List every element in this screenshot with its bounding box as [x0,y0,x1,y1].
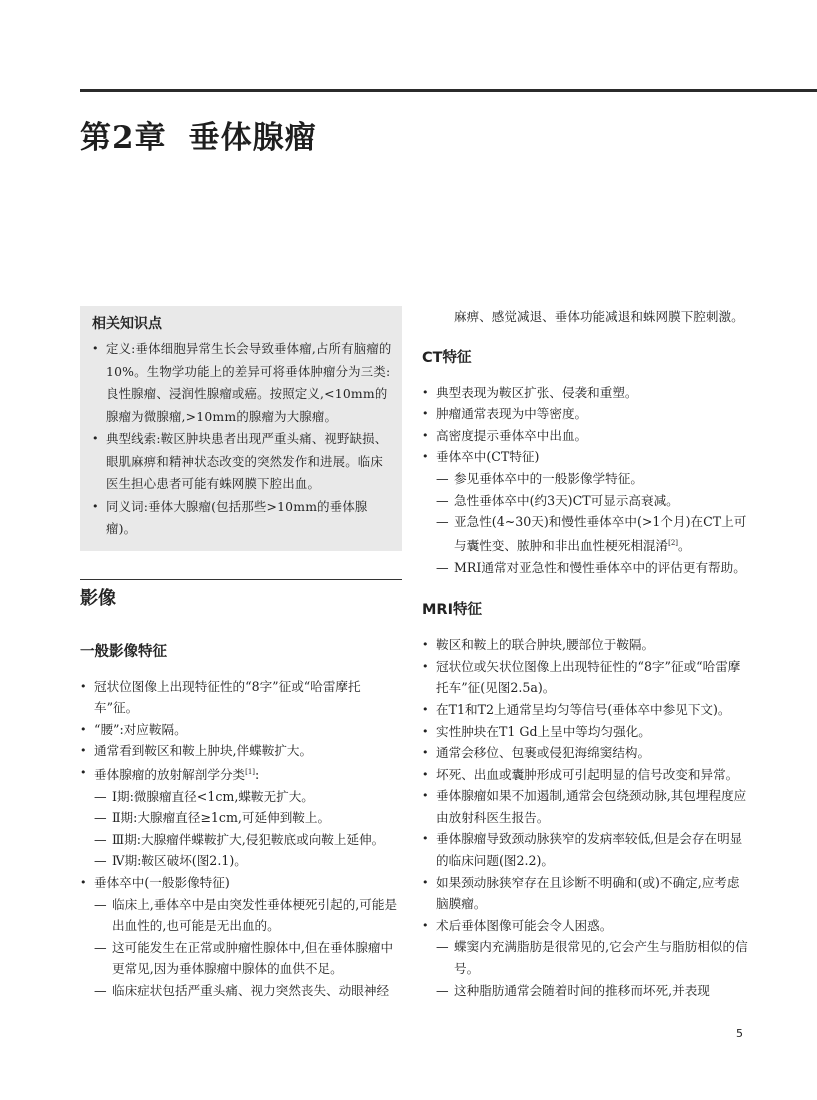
citation-ref: [2] [668,538,679,547]
list-item: • 肿瘤通常表现为中等密度。 [422,403,748,425]
subsection-title-mri: MRI特征 [422,602,482,619]
list-item: • 在T1和T2上通常呈均匀等信号(垂体卒中参见下文)。 [422,699,748,721]
list-item-stage: — Ⅲ期:大腺瘤伴蝶鞍扩大,侵犯鞍底或向鞍上延伸。 [80,829,402,851]
knowledge-box-title: 相关知识点 [92,316,162,332]
list-item: • 垂体腺瘤导致颈动脉狭窄的发病率较低,但是会存在明显的临床问题(图2.2)。 [422,828,748,871]
list-item-sub: — 临床上,垂体卒中是由突发性垂体梗死引起的,可能是出血性的,也可能是无出血的。 [80,894,402,937]
list-item: • 高密度提示垂体卒中出血。 [422,425,748,447]
subsection-title-ct: CT特征 [422,349,472,366]
list-item-sub: — MRI通常对亚急性和慢性垂体卒中的评估更有帮助。 [422,557,748,579]
list-item: • 冠状位图像上出现特征性的“8字”征或“哈雷摩托车”征。 [80,676,402,719]
ct-features-list [422,382,748,579]
list-item-sub: — 急性垂体卒中(约3天)CT可显示高衰减。 [422,490,748,512]
list-item-sub: — 蝶窦内充满脂肪是很常见的,它会产生与脂肪相似的信号。 [422,936,748,979]
list-item-sub: — 参见垂体卒中的一般影像学特征。 [422,468,748,490]
general-features-list [80,676,402,1002]
list-item: • 垂体卒中(一般影像特征) [80,872,402,894]
list-item: • 鞍区和鞍上的联合肿块,腰部位于鞍隔。 [422,634,748,656]
knowledge-list [92,338,392,541]
chapter-title [80,112,317,157]
top-rule [80,89,817,92]
list-item: • 垂体腺瘤如果不加遏制,通常会包绕颈动脉,其包埋程度应由放射科医生报告。 [422,785,748,828]
list-item: • 通常看到鞍区和鞍上肿块,伴蝶鞍扩大。 [80,740,402,762]
list-item-classification [80,762,402,786]
citation-ref: [1] [245,767,256,776]
section-rule [80,579,402,580]
list-item-stage: — Ⅰ期:微腺瘤直径<1cm,蝶鞍无扩大。 [80,786,402,808]
list-item: • 实性肿块在T1 Gd上呈中等均匀强化。 [422,721,748,743]
chapter-label: 第2章 [80,120,167,156]
knowledge-box [80,306,402,551]
mri-features-list [422,634,748,1001]
chapter-name: 垂体腺瘤 [188,120,317,156]
continuation-text: 麻痹、感觉减退、垂体功能减退和蛛网膜下腔刺激。 [454,309,744,324]
list-item: • 坏死、出血或囊肿形成可引起明显的信号改变和异常。 [422,764,748,786]
list-item: • 如果颈动脉狭窄存在且诊断不明确和(或)不确定,应考虑脑膜瘤。 [422,872,748,915]
list-item: • 术后垂体图像可能会令人困惑。 [422,915,748,937]
left-column [80,306,402,1002]
list-item-stage: — Ⅳ期:鞍区破坏(图2.1)。 [80,850,402,872]
right-column [422,306,748,1001]
list-item-stage: — Ⅱ期:大腺瘤直径≥1cm,可延伸到鞍上。 [80,807,402,829]
section-title-imaging: 影像 [80,587,116,609]
list-item: • 典型表现为鞍区扩张、侵袭和重塑。 [422,382,748,404]
list-item-sub: — 临床症状包括严重头痛、视力突然丧失、动眼神经 [80,980,402,1002]
page-number: 5 [736,1027,743,1040]
list-item: • 通常会移位、包裹或侵犯海绵窦结构。 [422,742,748,764]
classification-text: 垂体腺瘤的放射解剖学分类 [94,767,246,783]
knowledge-item-definition: • 定义:垂体细胞异常生长会导致垂体瘤,占所有脑瘤的10%。生物学功能上的差异可将垂体肿瘤分为三类:良性腺瘤、浸润性腺瘤或癌。按照定义,<10mm的腺瘤为微腺瘤,>10mm的腺瘤为大腺瘤。 [92,338,392,428]
list-item: • 垂体卒中(CT特征) [422,446,748,468]
subsection-title-general: 一般影像特征 [80,643,167,660]
list-item-sub: — 这种脂肪通常会随着时间的推移而坏死,并表现 [422,980,748,1002]
list-item: • 冠状位或矢状位图像上出现特征性的“8字”征或“哈雷摩托车”征(见图2.5a)。 [422,656,748,699]
classification-tail: : [255,767,260,783]
knowledge-item-clue: • 典型线索:鞍区肿块患者出现严重头痛、视野缺损、眼肌麻痹和精神状态改变的突然发作和进展。临床医生担心患者可能有蛛网膜下腔出血。 [92,428,392,496]
list-item-sub: — 这可能发生在正常或肿瘤性腺体中,但在垂体腺瘤中更常见,因为垂体腺瘤中腺体的血供不足。 [80,937,402,980]
knowledge-item-synonym: • 同义词:垂体大腺瘤(包括那些>10mm的垂体腺瘤)。 [92,496,392,541]
list-item-sub [422,511,748,556]
subacute-text: 亚急性(4~30天)和慢性垂体卒中(>1个月)在CT上可与囊性变、脓肿和非出血性梗死相混淆 [454,514,747,553]
list-item: • “腰”:对应鞍隔。 [80,719,402,741]
subacute-tail: 。 [678,537,691,553]
